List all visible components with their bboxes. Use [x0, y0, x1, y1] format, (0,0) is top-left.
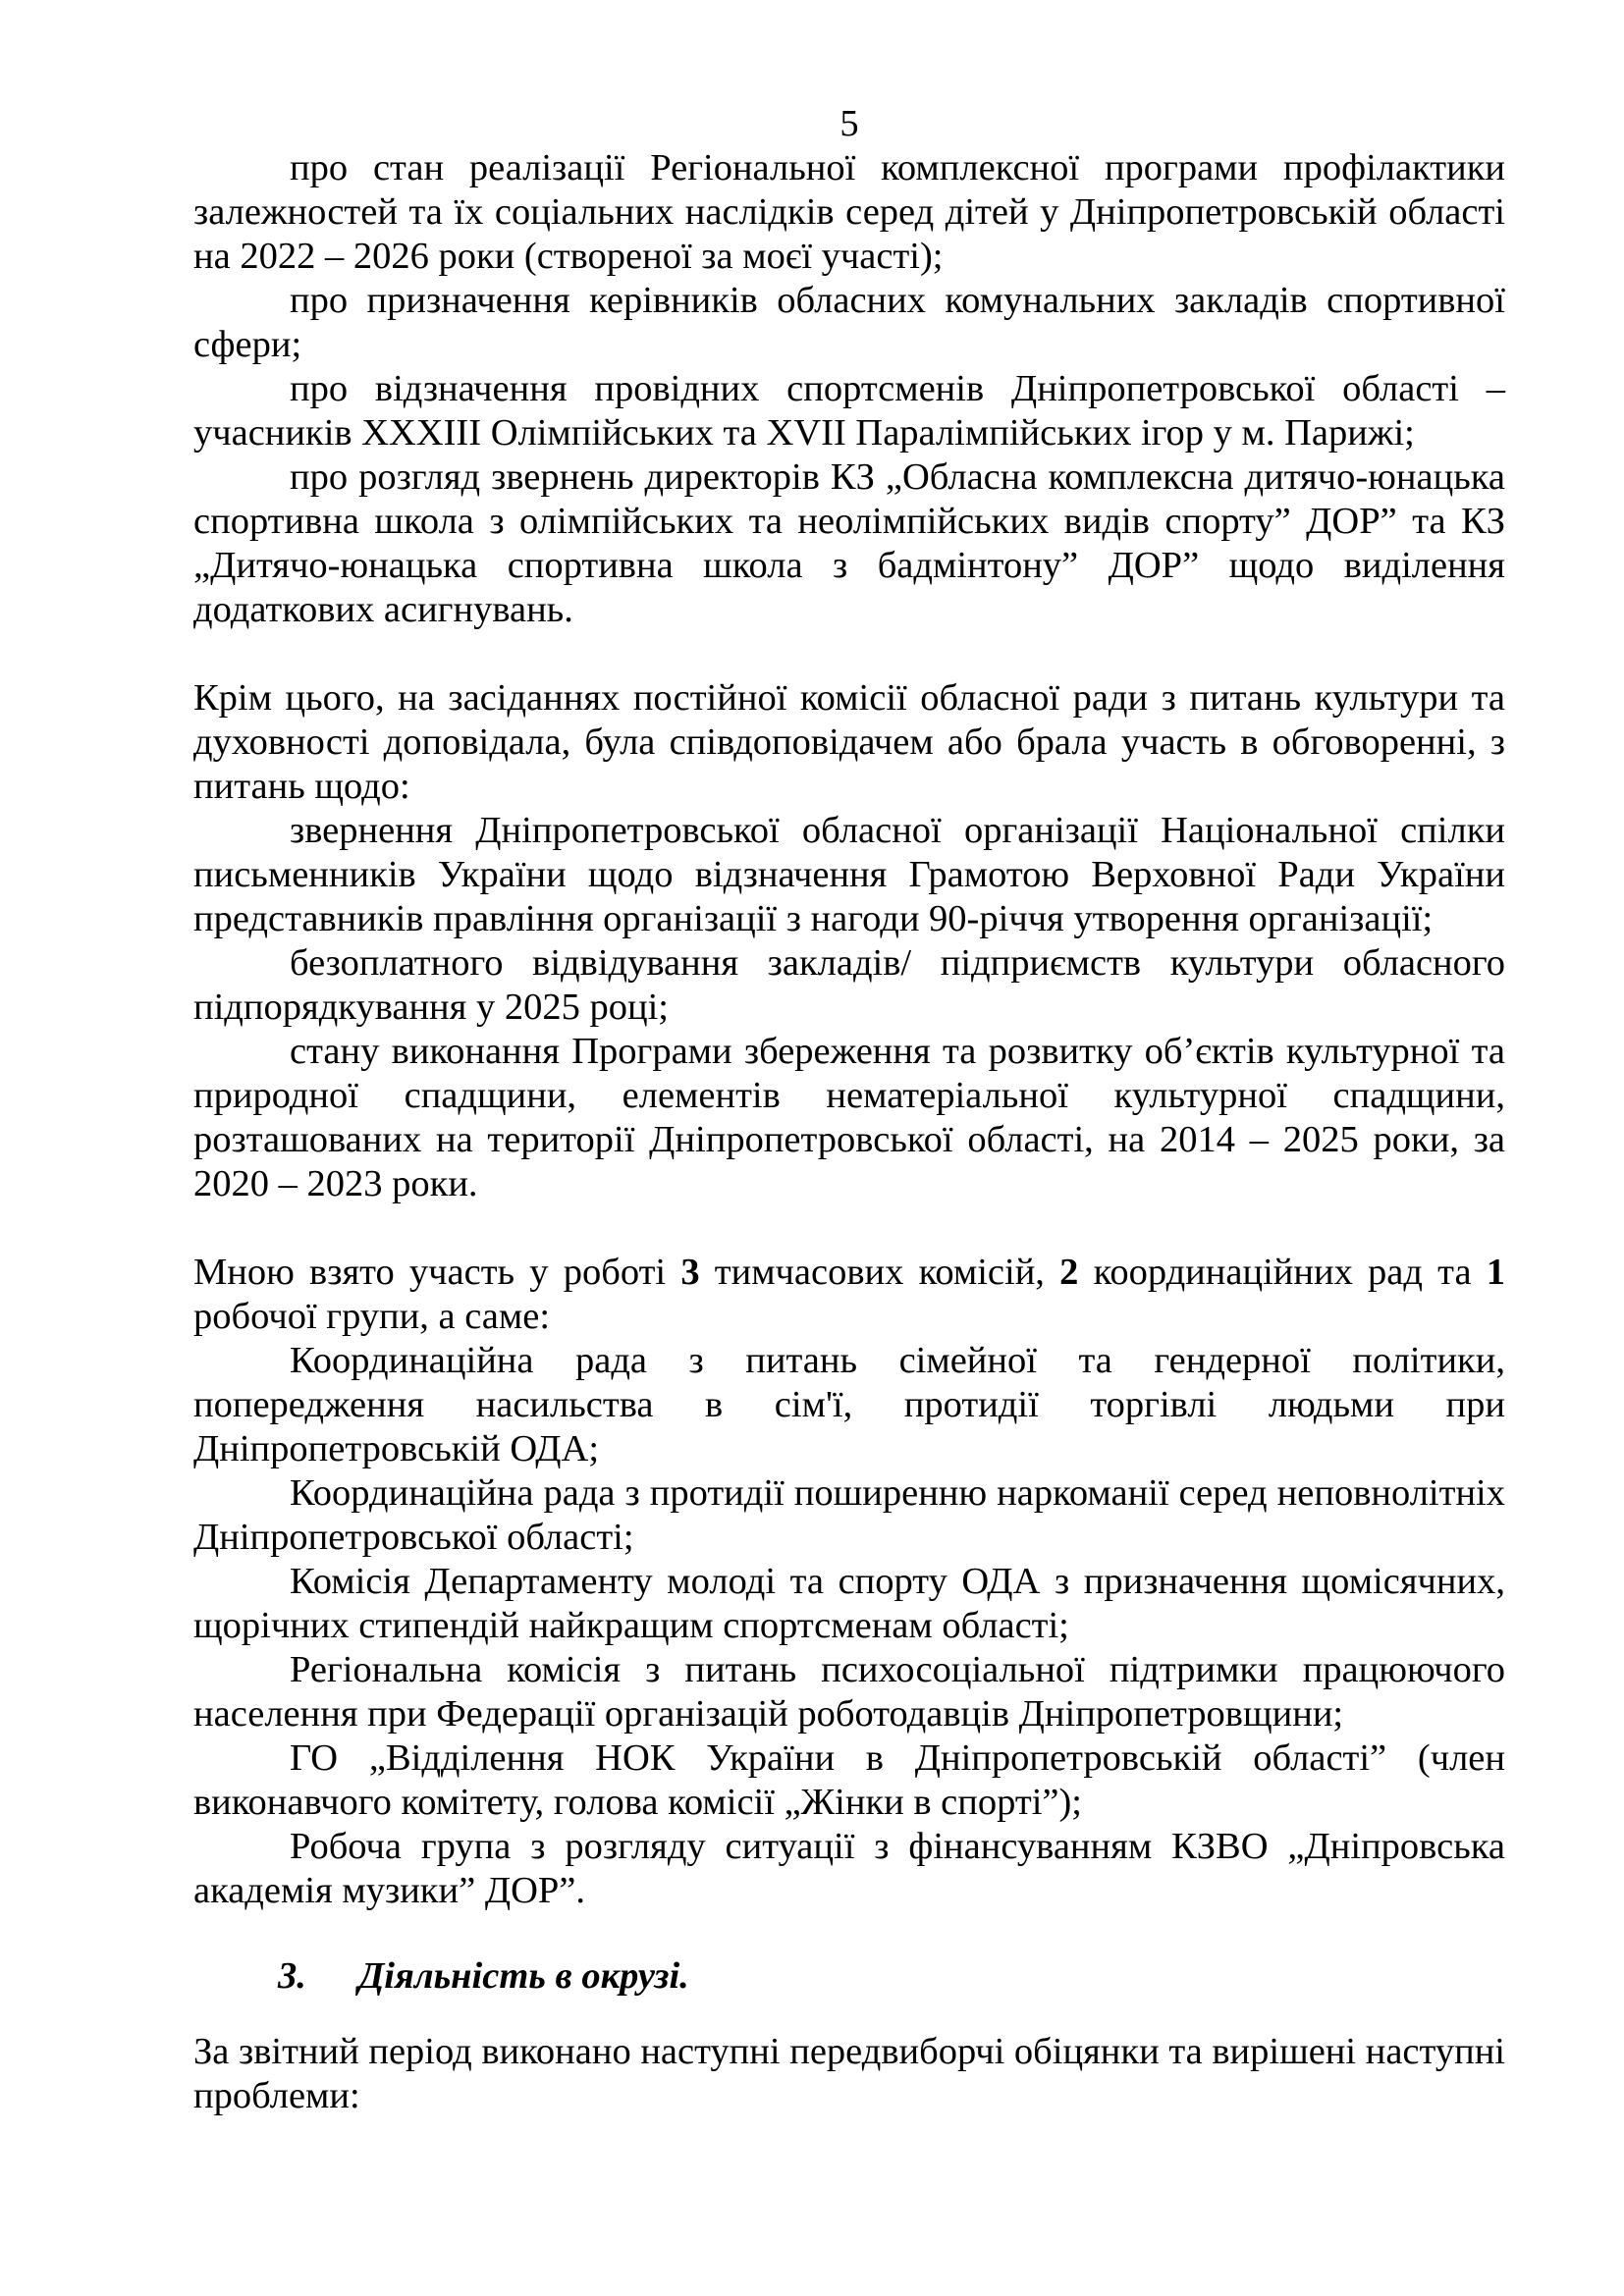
- working-groups-count: 1: [1486, 1252, 1506, 1293]
- participation-intro-text-2: тимчасових комісій,: [699, 1252, 1060, 1293]
- section-heading-title: Діяльність в окрузі.: [358, 1955, 689, 1997]
- commissions-count: 3: [680, 1252, 700, 1293]
- paragraph-heritage-program: стану виконання Програми збереження та розвитку об’єктів культурної та природної спадщини, елементів нематеріальної культурної спадщини, розташованих на території Дніпропетровської області, на 2014 – 2025 роки, за 2020 – 2023 роки.: [193, 1031, 1505, 1204]
- participation-intro-text-3: координаційних рад та: [1078, 1252, 1487, 1293]
- paragraph-coord-council-family: Координаційна рада з питань сімейної та гендерної політики, попередження насильства в сім'ї, протидії торгівлі людьми при Дніпропетровській ОДА;: [193, 1340, 1505, 1469]
- participation-intro-text-1: Мною взято участь у роботі: [193, 1252, 681, 1293]
- paragraph-working-group: Робоча група з розгляду ситуації з фінансуванням КЗВО „Дніпровська академія музики” ДОР”.: [193, 1826, 1505, 1911]
- paragraph-school-funding: про розгляд звернень директорів КЗ „Обласна комплексна дитячо-юнацька спортивна школа з олімпійських та неолімпійських видів спорту” ДОР” та КЗ „Дитячо-юнацька спортивна школа з бадмінтону” ДОР” щодо виділення додаткових асигнувань.: [193, 456, 1505, 630]
- participation-intro-text-4: робочої групи, а саме:: [193, 1296, 551, 1337]
- paragraph-sports-commission: Комісія Департаменту молоді та спорту ОДА з призначення щомісячних, щорічних стипендій найкращим спортсменам області;: [193, 1561, 1505, 1646]
- paragraph-free-visits: безоплатного відвідування закладів/ підприємств культури обласного підпорядкування у 2025 році;: [193, 942, 1505, 1028]
- paragraph-athletes-award: про відзначення провідних спортсменів Дніпропетровської області – учасників XXXIII Олімпійських та XVII Паралімпійських ігор у м. Парижі;: [193, 368, 1505, 454]
- councils-count: 2: [1059, 1252, 1079, 1293]
- paragraph-regional-commission: Регіональна комісія з питань психосоціальної підтримки працюючого населення при Федерації організацій роботодавців Дніпропетровщини;: [193, 1649, 1505, 1735]
- paragraph-coord-council-drugs: Координаційна рада з протидії поширенню наркоманії серед неповнолітніх Дніпропетровської області;: [193, 1472, 1505, 1558]
- section-heading: [278, 1954, 1505, 1999]
- paragraph-writers-union: звернення Дніпропетровської обласної організації Національної спілки письменників України щодо відзначення Грамотою Верховної Ради України представників правління організації з нагоди 90-річчя утворення організації;: [193, 810, 1505, 939]
- paragraph-directors-appointment: про призначення керівників обласних комунальних закладів спортивної сфери;: [193, 280, 1505, 365]
- paragraph-participation-intro: [193, 1251, 1505, 1339]
- paragraph-culture-commission-intro: Крім цього, на засіданнях постійної комісії обласної ради з питань культури та духовності доповідала, була співдоповідачем або брала участь в обговоренні, з питань щодо:: [193, 677, 1505, 807]
- paragraph-program-status: про стан реалізації Регіональної комплексної програми профілактики залежностей та їх соціальних наслідків серед дітей у Дніпропетровській області на 2022 – 2026 роки (створеної за моєї участі);: [193, 147, 1505, 277]
- paragraph-district-activity-intro: За звітний період виконано наступні передвиборчі обіцянки та вирішені наступні проблеми:: [193, 2031, 1505, 2116]
- page-number: 5: [839, 103, 859, 144]
- paragraph-nok-membership: ГО „Відділення НОК України в Дніпропетровській області” (член виконавчого комітету, голова комісії „Жінки в спорті”);: [193, 1737, 1505, 1823]
- section-heading-number: 3.: [278, 1955, 306, 1997]
- page-content: [193, 102, 1505, 2118]
